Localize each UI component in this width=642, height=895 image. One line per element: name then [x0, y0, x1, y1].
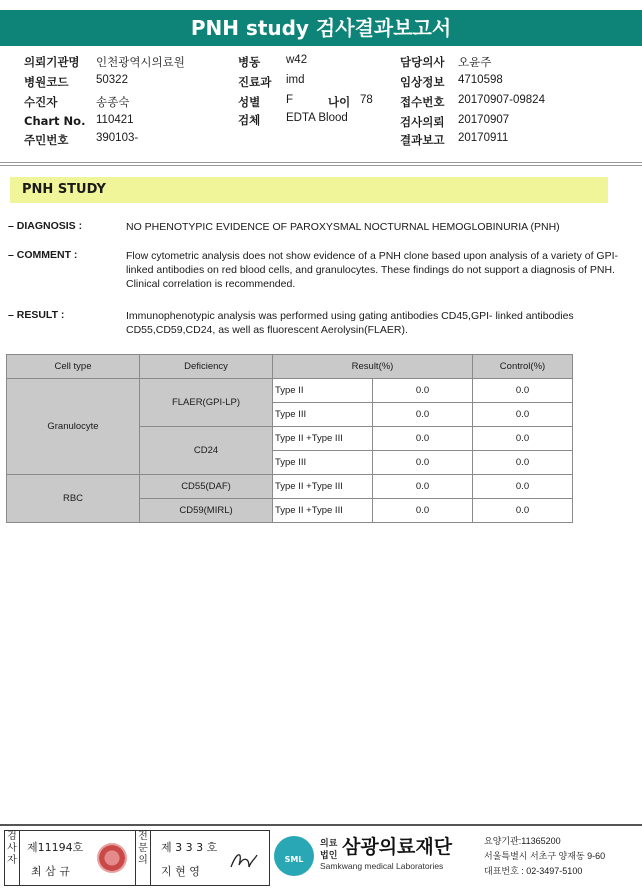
- checker-number: 제11194호: [27, 841, 84, 854]
- org-prefix-bottom: 법인: [320, 850, 338, 860]
- header-result: Result(%): [273, 355, 473, 379]
- type-cell: Type III: [273, 403, 373, 427]
- report-date-label: 결과보고: [400, 133, 445, 147]
- report-title: PNH study 검사결과보고서: [0, 10, 642, 46]
- doctor-value: 오윤주: [458, 57, 492, 69]
- ward-label: 병동: [238, 55, 261, 69]
- comment-field: [0, 249, 642, 297]
- specimen-label: 검체: [238, 113, 261, 127]
- diagnosis-text: NO PHENOTYPIC EVIDENCE OF PAROXYSMAL NOCTURNAL HEMOGLOBINURIA (PNH): [126, 221, 560, 233]
- id-value: 390103-: [96, 132, 139, 144]
- cd24-cell: CD24: [140, 427, 273, 475]
- diagnosis-field: [0, 220, 642, 240]
- hospital-value: 인천광역시의료원: [96, 57, 185, 69]
- org-address: 서울특별시 서초구 양재동 9-60: [484, 851, 606, 861]
- org-phone: 대표번호 : 02-3497-5100: [484, 866, 583, 876]
- control-value: 0.0: [473, 499, 573, 523]
- control-value: 0.0: [473, 451, 573, 475]
- type-cell: Type II +Type III: [273, 475, 373, 499]
- control-value: 0.0: [473, 427, 573, 451]
- table-row: [7, 475, 573, 499]
- specialist-name: 지 현 영: [161, 865, 200, 878]
- clinical-label: 임상정보: [400, 75, 445, 89]
- diagnosis-label: – DIAGNOSIS :: [8, 220, 83, 232]
- seal-icon: [97, 843, 127, 873]
- result-value: 0.0: [373, 403, 473, 427]
- specialist-number: 제 3 3 3 호: [161, 841, 218, 854]
- org-name-english: Samkwang medical Laboratories: [320, 861, 444, 871]
- checker-name: 최 삼 규: [31, 865, 70, 878]
- accession-value: 20170907-09824: [458, 94, 545, 106]
- specimen-value: EDTA Blood: [286, 112, 348, 124]
- signature-box: [4, 830, 270, 886]
- comment-label: – COMMENT :: [8, 249, 78, 261]
- hospital-label: 의뢰기관명: [24, 55, 80, 69]
- clinical-value: 4710598: [458, 74, 503, 86]
- control-value: 0.0: [473, 403, 573, 427]
- divider: [0, 165, 642, 166]
- dept-value: imd: [286, 74, 305, 86]
- report-date-value: 20170911: [458, 132, 509, 144]
- org-code: 요양기관:11365200: [484, 836, 561, 846]
- age-label: 나이: [328, 95, 351, 109]
- comment-text: Flow cytometric analysis does not show evidence of a PNH clone based upon analysis of a variety of GPI-linked antibodies on red blood cells, and granulocytes. These findings do not support a diagnosis of PNH. Clinical correlation is recommended.: [126, 250, 618, 290]
- chart-value: 110421: [96, 114, 134, 126]
- type-cell: Type II +Type III: [273, 427, 373, 451]
- id-label: 주민번호: [24, 133, 69, 147]
- type-cell: Type II +Type III: [273, 499, 373, 523]
- sex-label: 성별: [238, 95, 261, 109]
- hospital-code-value: 50322: [96, 74, 128, 86]
- specialist-label: 전문의: [135, 831, 151, 885]
- top-strip: [0, 0, 642, 4]
- header-control: Control(%): [473, 355, 573, 379]
- accession-label: 접수번호: [400, 95, 445, 109]
- type-cell: Type III: [273, 451, 373, 475]
- result-label: – RESULT :: [8, 309, 65, 321]
- request-value: 20170907: [458, 114, 510, 126]
- cd55-cell: CD55(DAF): [140, 475, 273, 499]
- checker-label: 검사자: [5, 831, 20, 885]
- result-value: 0.0: [373, 451, 473, 475]
- granulocyte-cell: Granulocyte: [7, 379, 140, 475]
- footer: [0, 828, 642, 890]
- header-cell-type: Cell type: [7, 355, 140, 379]
- control-value: 0.0: [473, 379, 573, 403]
- divider: [0, 162, 642, 163]
- doctor-label: 담당의사: [400, 55, 445, 69]
- request-label: 검사의뢰: [400, 115, 445, 129]
- patient-label: 수진자: [24, 95, 58, 109]
- org-prefix-top: 의료: [320, 838, 338, 848]
- result-value: 0.0: [373, 379, 473, 403]
- result-field: [0, 309, 642, 343]
- table-header-row: [7, 355, 573, 379]
- result-value: 0.0: [373, 499, 473, 523]
- sex-value: F: [286, 94, 294, 106]
- flaer-cell: FLAER(GPI-LP): [140, 379, 273, 427]
- chart-label: Chart No.: [24, 114, 86, 128]
- header-deficiency: Deficiency: [140, 355, 273, 379]
- result-text: Immunophenotypic analysis was performed using gating antibodies CD45,GPI- linked antibodies CD55,CD59,CD24, as well as fluorescent Aerolysin(FLAER).: [126, 310, 574, 336]
- age-value: 78: [360, 94, 373, 106]
- org-name: 삼광의료재단: [342, 837, 453, 858]
- hospital-code-label: 병원코드: [24, 75, 69, 89]
- sml-logo-icon: SML: [274, 836, 314, 876]
- cd59-cell: CD59(MIRL): [140, 499, 273, 523]
- control-value: 0.0: [473, 475, 573, 499]
- table-row: [7, 379, 573, 403]
- dept-label: 진료과: [238, 75, 272, 89]
- footer-divider: [0, 824, 642, 826]
- result-value: 0.0: [373, 427, 473, 451]
- signature-icon: [227, 847, 261, 873]
- result-table: [6, 354, 573, 523]
- patient-value: 송종숙: [96, 97, 130, 109]
- result-value: 0.0: [373, 475, 473, 499]
- section-title: PNH STUDY: [10, 177, 608, 203]
- type-cell: Type II: [273, 379, 373, 403]
- rbc-cell: RBC: [7, 475, 140, 523]
- ward-value: w42: [286, 54, 308, 66]
